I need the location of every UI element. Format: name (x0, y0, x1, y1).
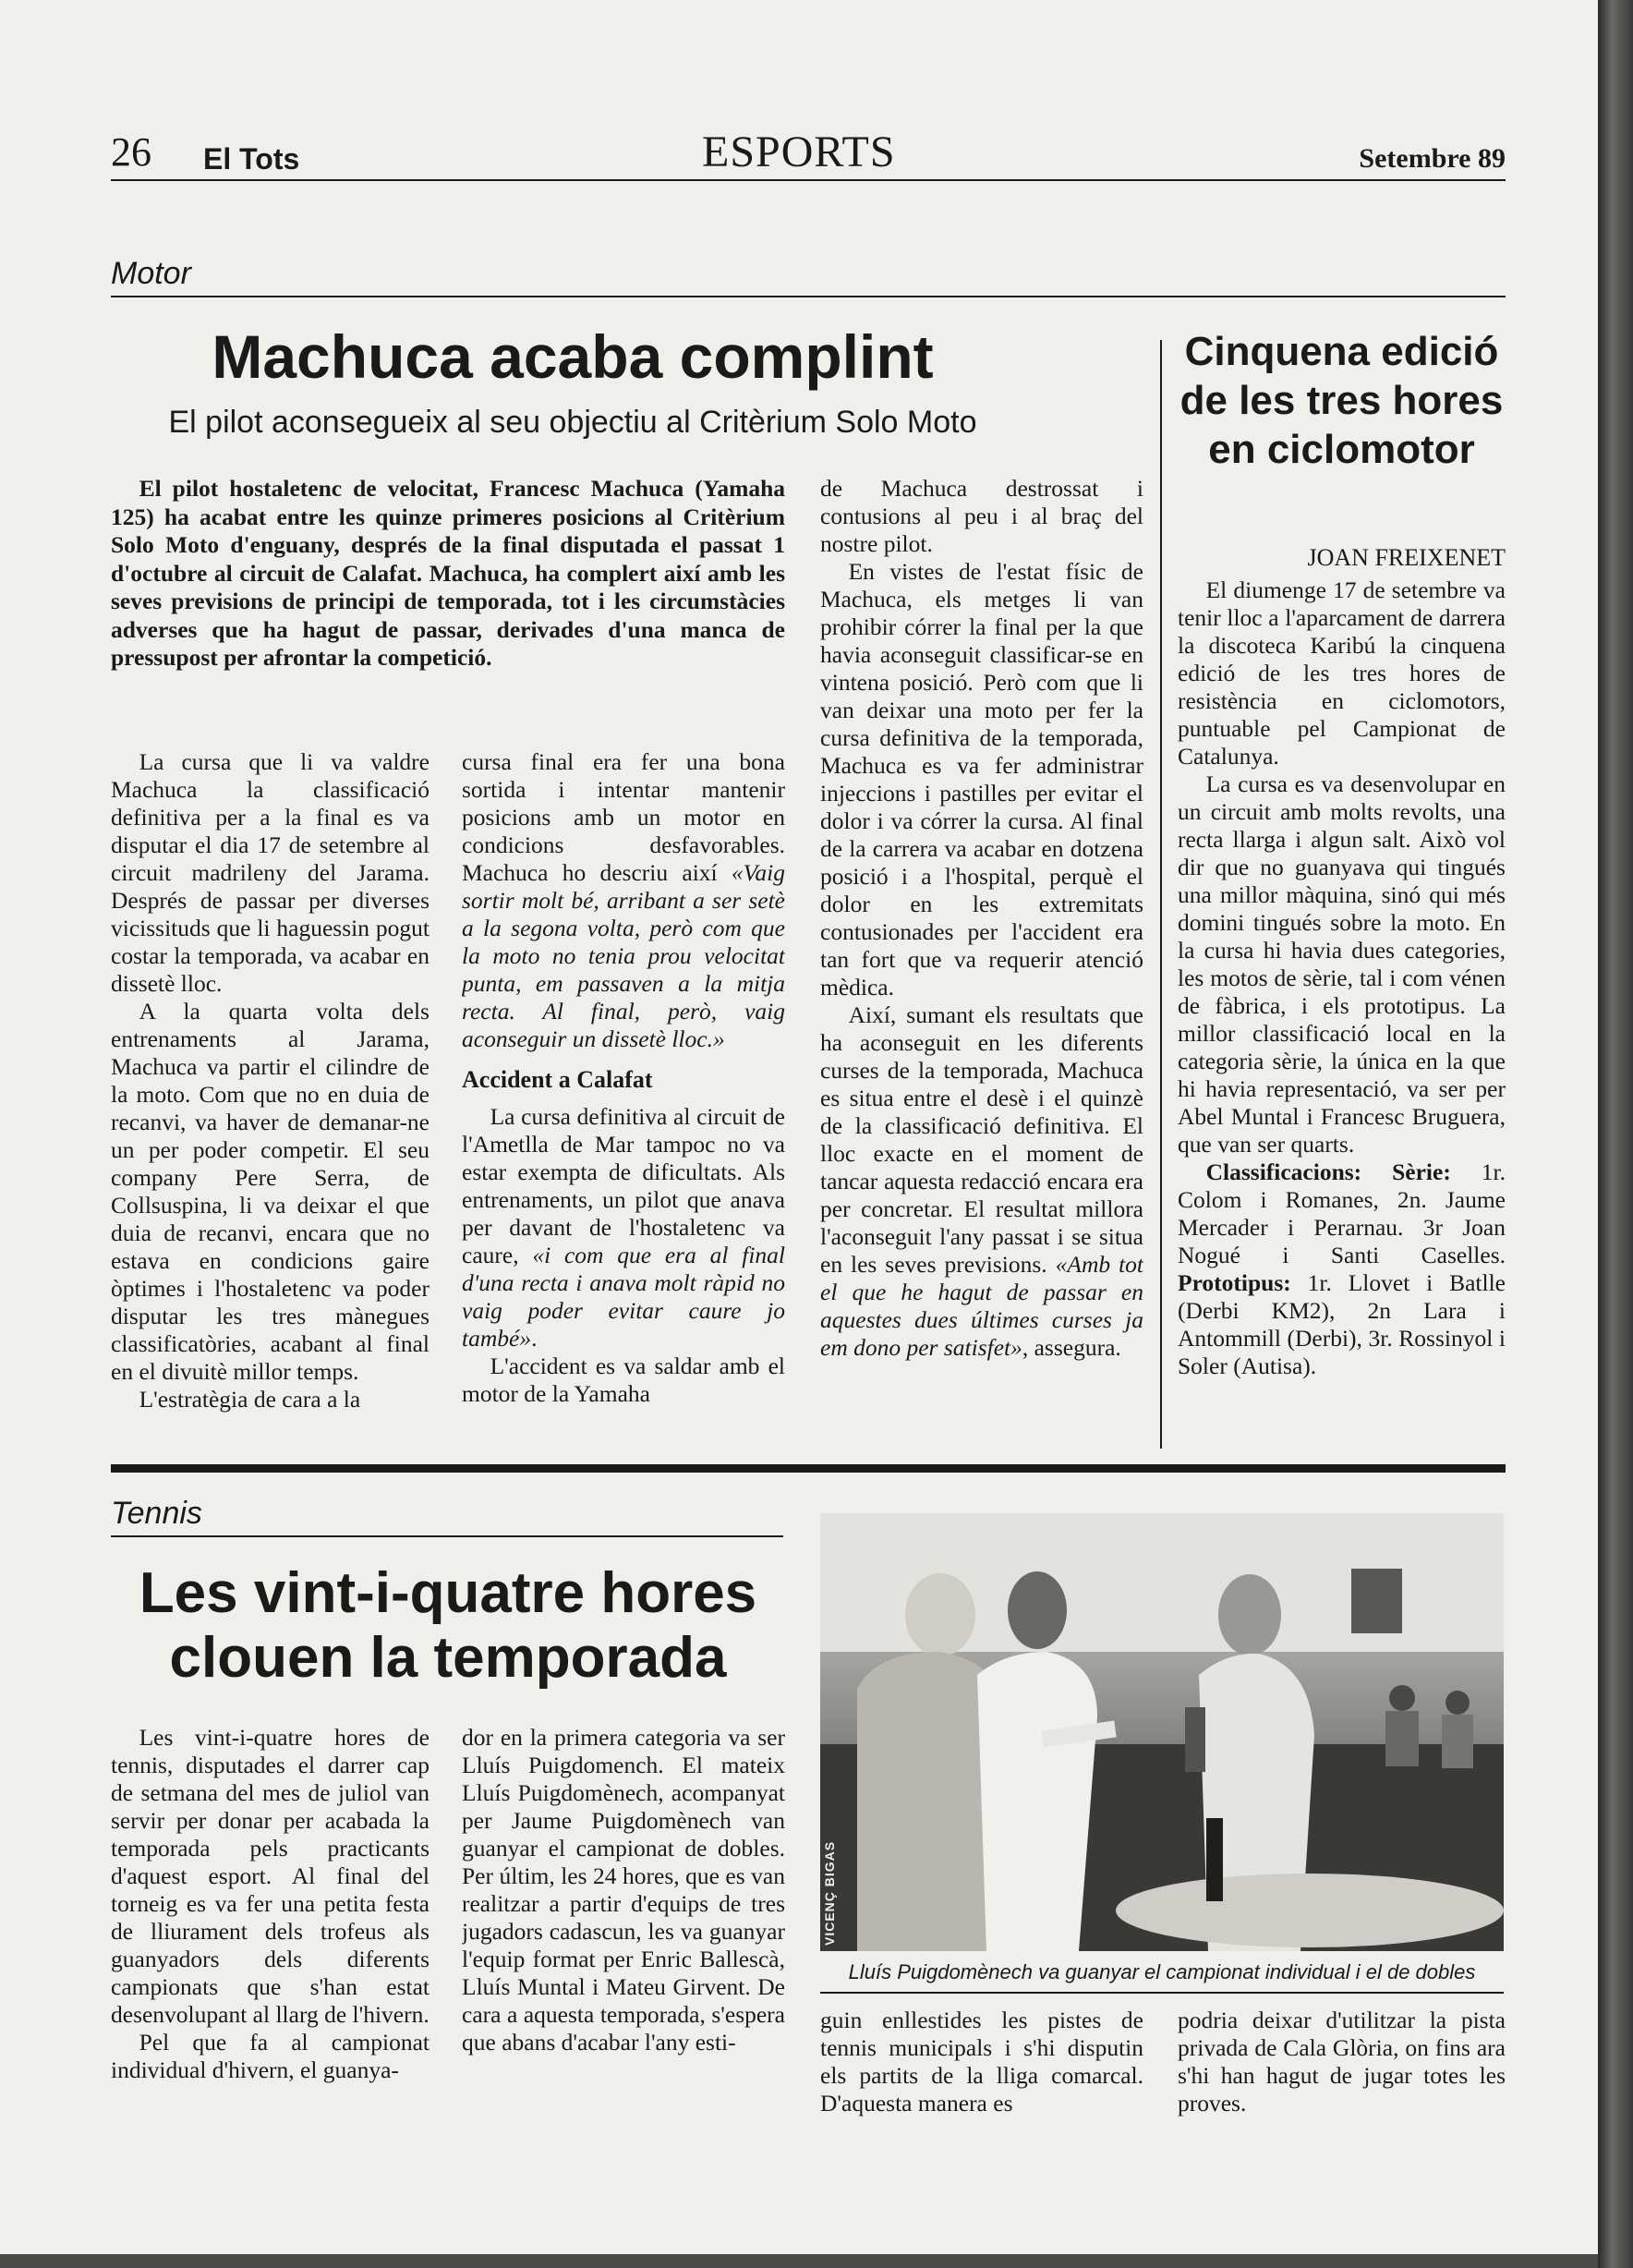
paragraph: En vistes de l'estat físic de Machuca, els metges li van prohibir córrer la final per la que havia aconseguit classificar-se en vintena posició. Però com que li van deixar una moto per fer la cursa definitiva de la temporada, Machuca es va fer administrar injeccions i pastilles per evitar el dolor i va córrer la cursa. Al final de la carrera va acabar en dotzena posició i a l'hospital, perquè el dolor en les extremitats contusionades per l'accident era tan fort que va requerir atenció mèdica. (820, 558, 1143, 1001)
paragraph: La cursa que li va valdre Machuca la classificació definitiva per a la final es va disputar el dia 17 de setembre al circuit madrileny del Jarama. Després de passar per diverses vicissituds que li haguessin pogut costar la temporada, va acabar en dissetè lloc. (111, 748, 429, 997)
tennis-headline (111, 1561, 785, 1691)
publication-name: El Tots (203, 142, 300, 176)
byline: JOAN FREIXENET (1307, 544, 1506, 571)
headline-line: clouen la temporada (169, 1626, 727, 1690)
ciclomotor-headline: Cinquena edició de les tres hores en ciclomotor (1179, 329, 1504, 472)
section-rule-motor (111, 296, 1506, 297)
paragraph (820, 1001, 1143, 1362)
photo-credit: VICENÇ BIGAS (822, 1840, 837, 1946)
section-rule-tennis (111, 1535, 783, 1537)
issue-date: Setembre 89 (1359, 143, 1506, 174)
paragraph: L'estratègia de cara a la (139, 1386, 361, 1413)
photo-credit-container (820, 1790, 844, 1947)
photo-image (820, 1513, 1504, 1951)
quote: «i com que era al final d'una recta i anava molt ràpid no vaig poder evitar caure jo també» (462, 1242, 785, 1352)
caption-rule (820, 1992, 1504, 1994)
tennis-column-2 (462, 1724, 785, 2130)
quote: «Vaig sortir molt bé, arribant a ser setè a la segona volta, però com que la moto no tenia prou velocitat punta, em passaven a la mitja recta. Al final, però, vaig aconseguir un dissetè lloc.» (462, 859, 785, 1052)
quote: «Amb tot el que he hagut de passar en aquestes dues últimes curses ja em dono per satisfet» (820, 1251, 1143, 1361)
paragraph-text: 1r. Colom i Romanes, 2n. Jaume Mercader i Perarnau. 3r Joan Nogué i Santi Caselles. (1178, 1158, 1506, 1268)
paragraph: podria deixar d'utilitzar la pista privada de Cala Glòria, on fins ara s'hi han hagut de jugar totes les proves. (1178, 2007, 1506, 2116)
paragraph-text: cursa final era fer una bona sortida i intentar mantenir posicions amb un motor en condicions desfavorables. Machuca ho descriu així (462, 748, 785, 886)
paragraph-text: 1r. Llovet i Batlle (Derbi KM2), 2n Lara i Antommill (Derbi), 3r. Rossinyol i Soler (Autisa). (1178, 1269, 1506, 1379)
classification-label: Classificacions: Sèrie: (1205, 1158, 1451, 1185)
section-title: ESPORTS (702, 127, 896, 176)
paragraph: guin enllestides les pistes de tennis municipals i s'hi disputin els partits de la lliga comarcal. D'aquesta manera es (820, 2007, 1143, 2116)
paragraph: de Machuca destrossat i contusions al peu i al braç del nostre pilot. (820, 475, 1143, 557)
motor-column-3 (820, 475, 1143, 1454)
tennis-column-4 (1178, 2007, 1506, 2127)
tennis-column-3 (820, 2007, 1143, 2127)
section-label-tennis: Tennis (111, 1496, 202, 1531)
motor-subheadline: El pilot aconsegueix al seu objectiu al Critèrium Solo Moto (168, 405, 977, 440)
column-divider (1160, 340, 1162, 1449)
paragraph: A la quarta volta dels entrenaments al Jarama, Machuca va partir el cilindre de la moto. Com que no en duia de recanvi, va haver de demanar-ne un per poder competir. El seu company Pere Serra, de Collsuspina, li va deixar el que duia de recanvi, encara que no estava en condicions gaire òptimes i l'hostaletenc va poder disputar les tres mànegues classificatòries, acabant al final en el divuitè millor temps. (111, 998, 429, 1385)
motor-headline: Machuca acaba complint (212, 322, 934, 391)
paragraph (462, 1103, 785, 1352)
paragraph (1178, 1158, 1506, 1380)
classification-label: Prototipus: (1178, 1269, 1291, 1296)
paragraph-text: , assegura. (1022, 1334, 1121, 1361)
paragraph-text: . (531, 1325, 538, 1352)
paragraph: dor en la primera categoria va ser Lluís Puigdomench. El mateix Lluís Puigdomènech, acompanyat per Jaume Puigdomènech van guanyar el campionat de dobles. Per últim, les 24 hores, que es van realitzar a partir d'equips de tres jugadors cadascun, les va guanyar l'equip format per Enric Ballescà, Lluís Muntal i Mateu Girvent. De cara a aquesta temporada, s'espera que abans d'acabar l'any esti- (462, 1724, 785, 2056)
headline-line: Les vint-i-quatre hores (139, 1561, 757, 1625)
paragraph-text: La cursa definitiva al circuit de l'Ametlla de Mar tampoc no va estar exempta de dificultats. Als entrenaments, un pilot que anava per davant de l'hostaletenc va caure, (462, 1103, 785, 1268)
photo-trophy-ceremony (820, 1513, 1504, 1951)
header-rule (111, 179, 1506, 181)
photo-caption: Lluís Puigdomènech va guanyar el campionat individual i el de dobles (848, 1960, 1476, 1983)
subheading-accident: Accident a Calafat (462, 1066, 653, 1093)
motor-column-2 (462, 748, 785, 1450)
paragraph: L'accident es va saldar amb el motor de la Yamaha (462, 1352, 785, 1407)
paragraph: Les vint-i-quatre hores de tennis, disputades el darrer cap de setmana del mes de juliol van servir per donar per acabada la temporada pels practicants d'aquest esport. Al final del torneig es va fer una petita festa de lliurament dels trofeus als guanyadors dels diferents campionats que s'han estat desenvolupant al llarg de l'hivern. (111, 1724, 429, 2028)
paragraph-text: Així, sumant els resultats que ha aconseguit en les diferents curses de la temporada, Machuca es situa entre el desè i el quinzè de la classificació definitiva. El lloc exacte en el moment de tancar aquesta redacció encara era per concretar. El resultat millora l'aconseguit l'any passat i se situa en les seves previsions. (820, 1001, 1143, 1278)
paragraph: El diumenge 17 de setembre va tenir lloc a l'aparcament de darrera la discoteca Karibú la cinquena edició de les tres hores de resistència en ciclomotors, puntuable pel Campionat de Catalunya. (1178, 576, 1506, 770)
motor-column-1 (111, 748, 429, 1450)
page-edge (1598, 0, 1633, 2268)
motor-lead-text: El pilot hostaletenc de velocitat, Francesc Machuca (Yamaha 125) ha acabat entre les quinze primeres posicions al Critèrium Solo Moto d'enguany, després de la final disputada el passat 1 d'octubre al circuit de Calafat. Machuca, ha complert així amb les seves previsions de principi de temporada, tot i les circumstàcies adverses que ha hagut de passar, derivades d'una manca de pressupost per afrontar la competició. (111, 475, 785, 671)
paragraph: Pel que fa al campionat individual d'hivern, el guanya- (111, 2029, 429, 2083)
section-divider-thick (111, 1464, 1506, 1473)
motor-lead (111, 475, 785, 673)
page-number: 26 (111, 129, 151, 175)
ciclomotor-body (1178, 576, 1506, 1445)
section-label-motor: Motor (111, 256, 191, 291)
paragraph (462, 748, 785, 1053)
paragraph: La cursa es va desenvolupar en un circuit amb molts revolts, una recta llarga i algun salt. Això vol dir que no guanyava qui tingués una millor màquina, sinó qui més domini tingués sobre la moto. En la cursa hi havia dues categories, les motos de sèrie, tal i com vénen de fàbrica, i els prototipus. La millor classificació local en la categoria sèrie, la única en la que hi havia representació, va ser per Abel Muntal i Francesc Bruguera, que van ser quarts. (1178, 770, 1506, 1158)
tennis-column-1 (111, 1724, 429, 2130)
